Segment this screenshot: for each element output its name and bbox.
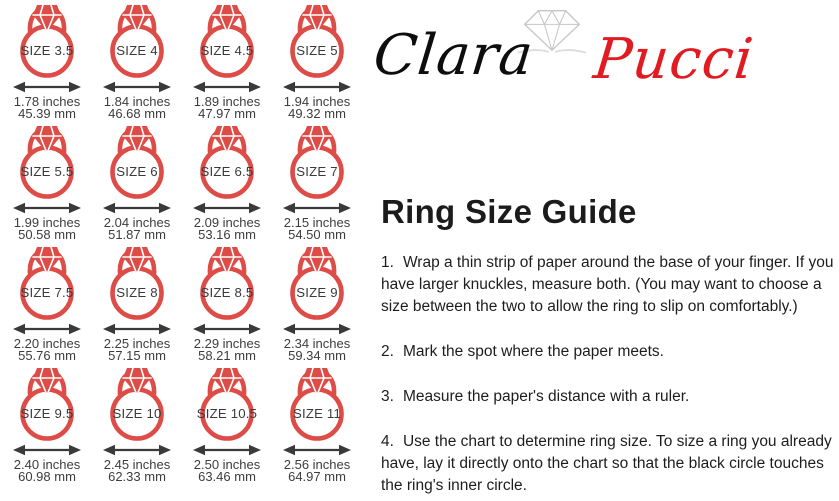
diameter-inches: 1.99 inches: [13, 215, 81, 230]
ring-size-cell: [2, 365, 92, 486]
diameter-measurements: [284, 96, 351, 120]
diameter-inches: 2.20 inches: [13, 336, 81, 351]
step-number: 4.: [381, 433, 394, 450]
brand-name-first: Clara: [370, 23, 537, 88]
ring-size-label: SIZE 5.5: [20, 164, 74, 179]
diameter-arrow-icon: [283, 324, 351, 334]
diameter-inches: 2.15 inches: [283, 215, 351, 230]
ring-with-diamond-icon: [190, 2, 264, 94]
diameter-mm: 63.46 mm: [198, 469, 256, 484]
ring-with-diamond-icon: [100, 2, 174, 94]
instruction-step-1: [381, 252, 839, 318]
step-number: 1.: [381, 254, 394, 271]
diameter-mm: 54.50 mm: [288, 227, 346, 242]
diameter-measurements: [194, 338, 261, 362]
diameter-mm: 45.39 mm: [18, 106, 76, 121]
ring-size-label: SIZE 4.5: [200, 43, 254, 58]
diameter-measurements: [104, 217, 171, 241]
ring-with-diamond-icon: [190, 123, 264, 215]
ring-size-label: SIZE 10: [112, 406, 162, 421]
diameter-inches: 2.34 inches: [283, 336, 351, 351]
step-text: Measure the paper's distance with a ruler.: [402, 388, 690, 405]
ring-size-cell: [92, 244, 182, 365]
diameter-measurements: [284, 338, 351, 362]
ring-size-cell: [272, 123, 362, 244]
diameter-mm: 60.98 mm: [18, 469, 76, 484]
diameter-mm: 58.21 mm: [198, 348, 256, 363]
ring-size-cell: [272, 244, 362, 365]
ring-with-diamond-icon: [10, 123, 84, 215]
brand-logo: [372, 0, 839, 118]
ring-size-chart: [2, 2, 362, 486]
diameter-arrow-icon: [283, 445, 351, 455]
diameter-mm: 64.97 mm: [288, 469, 346, 484]
instruction-step-4: [381, 431, 839, 497]
ring-size-cell: [2, 244, 92, 365]
ring-size-label: SIZE 7: [296, 164, 338, 179]
ring-size-cell: [182, 2, 272, 123]
diameter-arrow-icon: [193, 82, 261, 92]
diameter-inches: 2.40 inches: [13, 457, 81, 472]
diameter-arrow-icon: [193, 203, 261, 213]
ring-with-diamond-icon: [190, 365, 264, 457]
ring-size-cell: [2, 123, 92, 244]
diameter-arrow-icon: [283, 82, 351, 92]
diameter-measurements: [14, 338, 81, 362]
ring-with-diamond-icon: [280, 244, 354, 336]
ring-size-cell: [92, 123, 182, 244]
ring-size-label: SIZE 11: [292, 406, 342, 421]
diameter-measurements: [14, 217, 81, 241]
step-text: Wrap a thin strip of paper around the base of your finger. If you have larger knuckles, measure both. (You may want to choose a size between the two to allow the ring to slip on comfortably.): [381, 254, 834, 315]
ring-with-diamond-icon: [100, 244, 174, 336]
ring-with-diamond-icon: [280, 123, 354, 215]
ring-size-label: SIZE 9.5: [20, 406, 74, 421]
diameter-mm: 62.33 mm: [108, 469, 166, 484]
diameter-mm: 49.32 mm: [288, 106, 346, 121]
diameter-inches: 2.50 inches: [193, 457, 261, 472]
diameter-inches: 1.94 inches: [283, 94, 351, 109]
diameter-arrow-icon: [13, 445, 81, 455]
diameter-arrow-icon: [193, 324, 261, 334]
diameter-measurements: [104, 459, 171, 483]
ring-with-diamond-icon: [190, 244, 264, 336]
diameter-arrow-icon: [103, 445, 171, 455]
ring-with-diamond-icon: [100, 123, 174, 215]
instruction-step-2: [381, 341, 839, 363]
diameter-mm: 50.58 mm: [18, 227, 76, 242]
ring-size-label: SIZE 5: [296, 43, 338, 58]
ring-with-diamond-icon: [10, 365, 84, 457]
ring-with-diamond-icon: [280, 2, 354, 94]
diameter-mm: 53.16 mm: [198, 227, 256, 242]
diameter-arrow-icon: [13, 203, 81, 213]
brand-name-second: Pucci: [590, 27, 757, 92]
diameter-mm: 46.68 mm: [108, 106, 166, 121]
ring-size-cell: [272, 2, 362, 123]
diameter-inches: 2.04 inches: [103, 215, 171, 230]
ring-size-cell: [182, 365, 272, 486]
ring-size-label: SIZE 8: [116, 285, 158, 300]
diameter-inches: 2.45 inches: [103, 457, 171, 472]
ring-size-cell: [92, 2, 182, 123]
ring-with-diamond-icon: [10, 2, 84, 94]
step-text: Mark the spot where the paper meets.: [402, 343, 664, 360]
ring-size-cell: [2, 2, 92, 123]
diameter-inches: 1.78 inches: [13, 94, 81, 109]
ring-size-cell: [182, 244, 272, 365]
diameter-inches: 1.84 inches: [103, 94, 171, 109]
diameter-measurements: [104, 338, 171, 362]
instruction-step-3: [381, 386, 839, 408]
ring-size-label: SIZE 3.5: [20, 43, 74, 58]
diameter-measurements: [104, 96, 171, 120]
diameter-measurements: [194, 96, 261, 120]
diameter-inches: 2.25 inches: [103, 336, 171, 351]
ring-with-diamond-icon: [10, 244, 84, 336]
diameter-mm: 47.97 mm: [198, 106, 256, 121]
diameter-arrow-icon: [13, 324, 81, 334]
diameter-inches: 2.09 inches: [193, 215, 261, 230]
ring-size-label: SIZE 6: [116, 164, 158, 179]
diameter-measurements: [194, 459, 261, 483]
ring-size-cell: [92, 365, 182, 486]
ring-size-label: SIZE 6.5: [200, 164, 254, 179]
ring-size-cell: [272, 365, 362, 486]
diameter-mm: 57.15 mm: [108, 348, 166, 363]
diameter-arrow-icon: [13, 82, 81, 92]
diameter-mm: 59.34 mm: [288, 348, 346, 363]
ring-size-cell: [182, 123, 272, 244]
page-title: Ring Size Guide: [381, 193, 637, 230]
diameter-arrow-icon: [193, 445, 261, 455]
diameter-inches: 2.29 inches: [193, 336, 261, 351]
diameter-measurements: [194, 217, 261, 241]
ring-size-label: SIZE 4: [116, 43, 158, 58]
step-number: 2.: [381, 343, 394, 360]
ring-size-label: SIZE 10.5: [196, 406, 258, 421]
instructions-list: [381, 252, 839, 501]
step-number: 3.: [381, 388, 394, 405]
diameter-mm: 51.87 mm: [108, 227, 166, 242]
diameter-measurements: [14, 459, 81, 483]
ring-size-label: SIZE 8.5: [200, 285, 254, 300]
diameter-measurements: [284, 459, 351, 483]
diameter-measurements: [284, 217, 351, 241]
diameter-arrow-icon: [103, 324, 171, 334]
ring-size-label: SIZE 9: [296, 285, 338, 300]
diameter-mm: 55.76 mm: [18, 348, 76, 363]
diameter-inches: 1.89 inches: [193, 94, 261, 109]
diameter-measurements: [14, 96, 81, 120]
diameter-arrow-icon: [283, 203, 351, 213]
diameter-inches: 2.56 inches: [283, 457, 351, 472]
diameter-arrow-icon: [103, 82, 171, 92]
ring-with-diamond-icon: [100, 365, 174, 457]
ring-with-diamond-icon: [280, 365, 354, 457]
step-text: Use the chart to determine ring size. To size a ring you already have, lay it directly onto the chart so that the black circle touches the ring's inner circle.: [381, 433, 832, 494]
diameter-arrow-icon: [103, 203, 171, 213]
ring-size-label: SIZE 7.5: [20, 285, 74, 300]
